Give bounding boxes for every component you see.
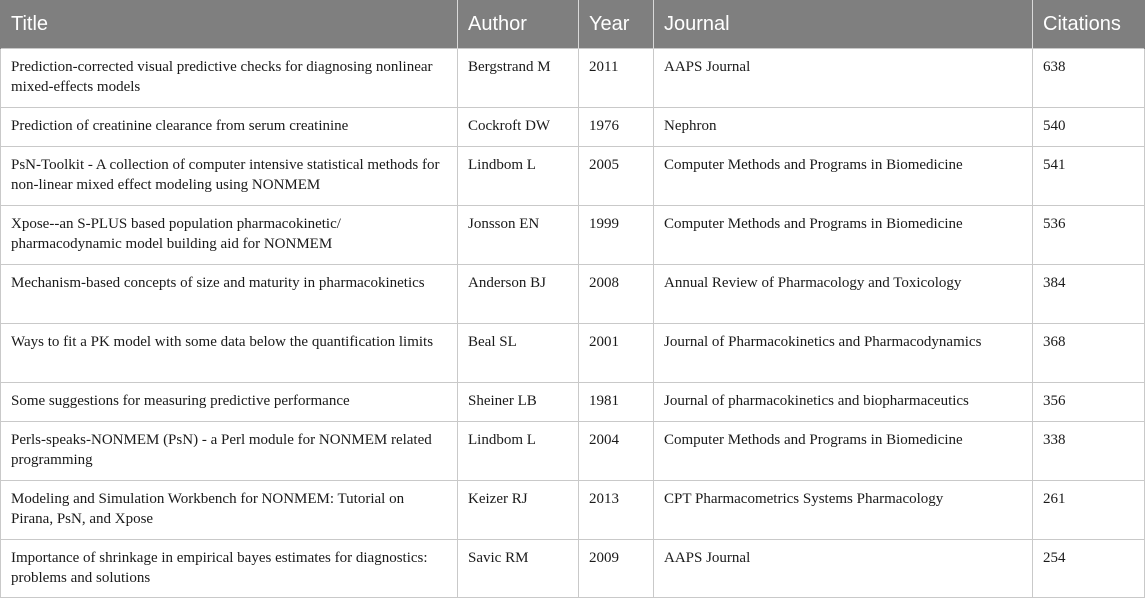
cell-citations: 356 <box>1033 383 1145 422</box>
cell-journal: Computer Methods and Programs in Biomedicine <box>654 147 1033 206</box>
cell-year: 2005 <box>579 147 654 206</box>
cell-year: 2008 <box>579 265 654 324</box>
cell-journal: Journal of Pharmacokinetics and Pharmacodynamics <box>654 324 1033 383</box>
table-row <box>1 147 1145 206</box>
cell-journal: AAPS Journal <box>654 540 1033 598</box>
cell-year: 1999 <box>579 206 654 265</box>
cell-author: Bergstrand M <box>458 49 579 108</box>
header-citations: Citations <box>1033 0 1145 49</box>
cell-title: Importance of shrinkage in empirical bayes estimates for diagnostics: problems and solutions <box>1 540 458 598</box>
cell-citations: 384 <box>1033 265 1145 324</box>
cell-journal: CPT Pharmacometrics Systems Pharmacology <box>654 481 1033 540</box>
cell-citations: 261 <box>1033 481 1145 540</box>
table-row <box>1 481 1145 540</box>
header-title: Title <box>1 0 458 49</box>
cell-citations: 338 <box>1033 422 1145 481</box>
cell-journal: Journal of pharmacokinetics and biopharmaceutics <box>654 383 1033 422</box>
cell-journal: Computer Methods and Programs in Biomedicine <box>654 206 1033 265</box>
cell-author: Beal SL <box>458 324 579 383</box>
cell-title: Prediction of creatinine clearance from serum creatinine <box>1 108 458 147</box>
cell-author: Keizer RJ <box>458 481 579 540</box>
header-author: Author <box>458 0 579 49</box>
cell-title: Modeling and Simulation Workbench for NONMEM: Tutorial on Pirana, PsN, and Xpose <box>1 481 458 540</box>
table-row <box>1 540 1145 598</box>
cell-title: Some suggestions for measuring predictive performance <box>1 383 458 422</box>
cell-citations: 638 <box>1033 49 1145 108</box>
cell-author: Lindbom L <box>458 422 579 481</box>
cell-journal: Computer Methods and Programs in Biomedicine <box>654 422 1033 481</box>
cell-journal: AAPS Journal <box>654 49 1033 108</box>
cell-year: 2011 <box>579 49 654 108</box>
cell-title: Prediction-corrected visual predictive checks for diagnosing nonlinear mixed-effects models <box>1 49 458 108</box>
cell-year: 2009 <box>579 540 654 598</box>
cell-author: Jonsson EN <box>458 206 579 265</box>
cell-title: Perls-speaks-NONMEM (PsN) - a Perl module for NONMEM related programming <box>1 422 458 481</box>
cell-author: Sheiner LB <box>458 383 579 422</box>
cell-journal: Nephron <box>654 108 1033 147</box>
cell-author: Cockroft DW <box>458 108 579 147</box>
cell-title: Xpose--an S-PLUS based population pharmacokinetic/ pharmacodynamic model building aid for NONMEM <box>1 206 458 265</box>
table-row <box>1 265 1145 324</box>
cell-year: 2001 <box>579 324 654 383</box>
cell-journal: Annual Review of Pharmacology and Toxicology <box>654 265 1033 324</box>
table-row <box>1 383 1145 422</box>
cell-year: 2013 <box>579 481 654 540</box>
header-year: Year <box>579 0 654 49</box>
cell-year: 2004 <box>579 422 654 481</box>
cell-title: Mechanism-based concepts of size and maturity in pharmacokinetics <box>1 265 458 324</box>
cell-year: 1976 <box>579 108 654 147</box>
table-header-row <box>1 0 1145 49</box>
table-row <box>1 206 1145 265</box>
cell-citations: 536 <box>1033 206 1145 265</box>
cell-title: Ways to fit a PK model with some data below the quantification limits <box>1 324 458 383</box>
cell-citations: 540 <box>1033 108 1145 147</box>
cell-author: Anderson BJ <box>458 265 579 324</box>
table-row <box>1 108 1145 147</box>
cell-author: Savic RM <box>458 540 579 598</box>
cell-citations: 541 <box>1033 147 1145 206</box>
table-row <box>1 49 1145 108</box>
table-row <box>1 324 1145 383</box>
cell-citations: 254 <box>1033 540 1145 598</box>
table-row <box>1 422 1145 481</box>
cell-year: 1981 <box>579 383 654 422</box>
cell-citations: 368 <box>1033 324 1145 383</box>
header-journal: Journal <box>654 0 1033 49</box>
cell-title: PsN-Toolkit - A collection of computer intensive statistical methods for non-linear mixed effect modeling using NONMEM <box>1 147 458 206</box>
cell-author: Lindbom L <box>458 147 579 206</box>
